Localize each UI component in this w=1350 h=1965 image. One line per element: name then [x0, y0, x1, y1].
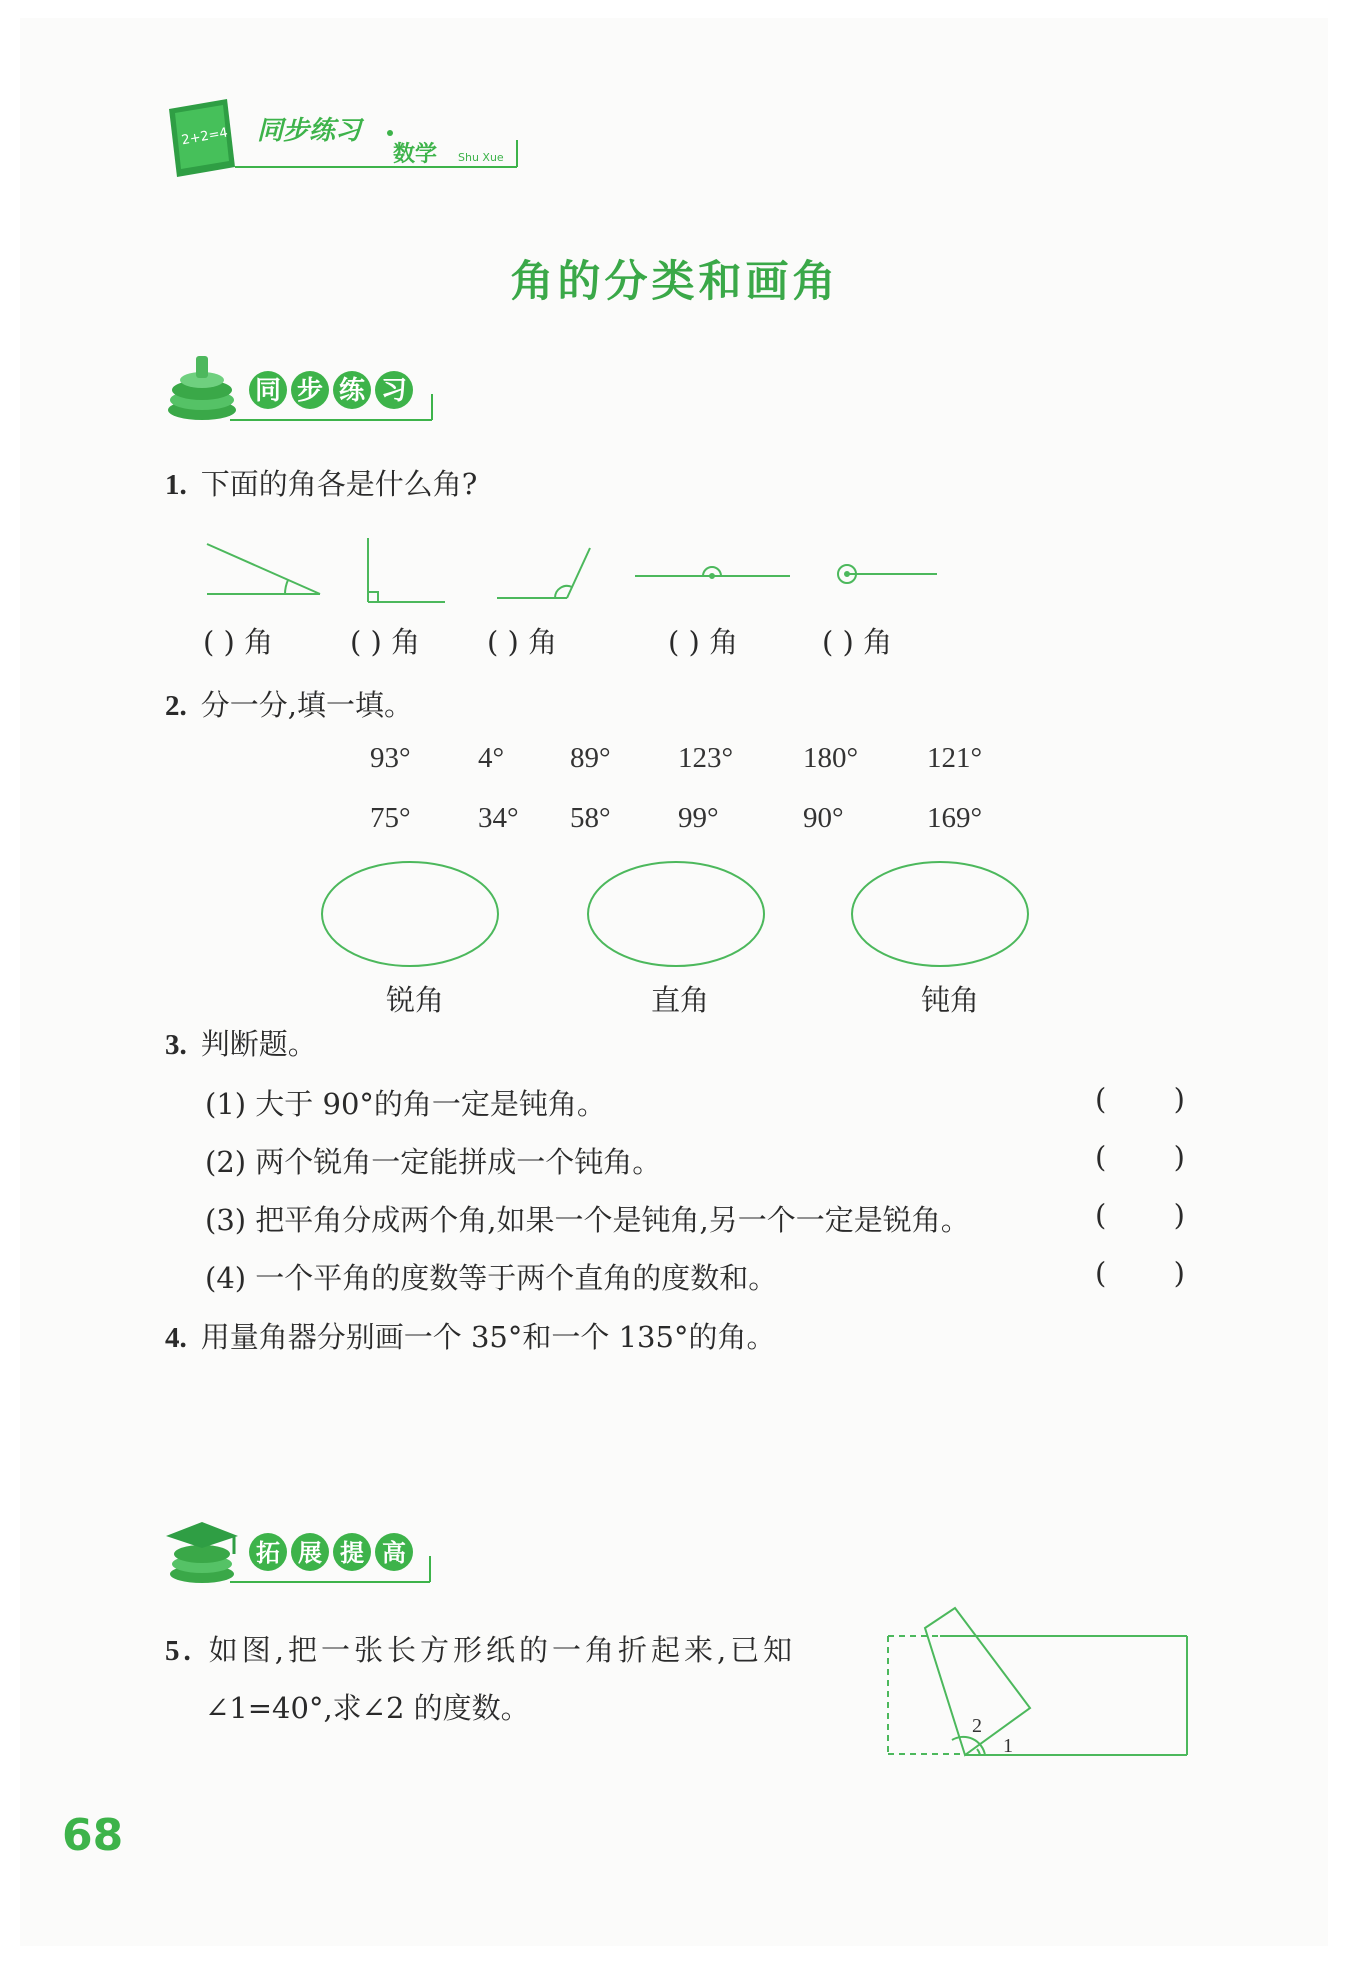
question-2 — [165, 683, 413, 724]
section1-label — [249, 371, 413, 409]
question-number: 4. — [165, 1322, 187, 1354]
straight-angle-figure — [635, 567, 790, 578]
chalkboard-icon — [169, 99, 235, 177]
svg-text:同: 同 — [254, 376, 282, 406]
svg-text:步: 步 — [296, 376, 324, 406]
svg-text:拓: 拓 — [256, 1539, 280, 1567]
question-text: 分一分,填一填。 — [200, 688, 413, 722]
right-angle-figure — [368, 538, 445, 602]
folded-paper-figure — [880, 1600, 1195, 1760]
oval-label-right: 直角 — [651, 983, 710, 1017]
svg-text:习: 习 — [380, 376, 408, 406]
series-label: 同步练习 — [257, 116, 362, 146]
degree-value: 75° — [370, 802, 411, 834]
degree-value: 34° — [478, 802, 519, 834]
angle-1-label: 1 — [1003, 1735, 1013, 1757]
oval-label-obtuse: 钝角 — [921, 983, 980, 1017]
degree-value: 180° — [803, 742, 859, 774]
answer-blank-4[interactable]: ( ) 角 — [668, 625, 739, 659]
right-oval[interactable] — [588, 862, 764, 966]
question-number: 2. — [165, 690, 187, 722]
question-text: 判断题。 — [200, 1027, 317, 1061]
question-4 — [165, 1315, 775, 1356]
judge-item-3: (3) 把平角分成两个角,如果一个是钝角,另一个一定是锐角。 — [205, 1203, 970, 1237]
answer-blank-1[interactable]: ( ) 角 — [203, 625, 274, 659]
obtuse-angle-figure — [497, 548, 590, 598]
question-text-line1: 如图,把一张长方形纸的一角折起来,已知 — [208, 1633, 797, 1667]
answer-blank-3[interactable]: ( ) 角 — [487, 625, 558, 659]
question-text: 用量角器分别画一个 35°和一个 135°的角。 — [200, 1320, 776, 1354]
question-3 — [165, 1022, 317, 1063]
degree-value: 90° — [803, 802, 844, 834]
svg-text:练: 练 — [338, 376, 366, 406]
page-number: 68 — [62, 1810, 124, 1861]
classification-ovals — [318, 858, 1038, 973]
judge-item-2: (2) 两个锐角一定能拼成一个钝角。 — [205, 1145, 662, 1179]
degree-value: 99° — [678, 802, 719, 834]
answer-blank-2[interactable]: ( ) 角 — [350, 625, 421, 659]
section-badge-extension — [158, 1512, 438, 1592]
angle-2-label: 2 — [972, 1715, 982, 1737]
svg-text:展: 展 — [298, 1539, 322, 1567]
judge-answer-3[interactable]: ( ) — [1095, 1198, 1185, 1232]
question-text: 下面的角各是什么角? — [200, 467, 478, 501]
answer-blank-5[interactable]: ( ) 角 — [822, 625, 893, 659]
angle-figures — [195, 530, 955, 610]
svg-text:2+2=4: 2+2=4 — [180, 125, 229, 149]
question-5-line2: ∠1=40°,求∠2 的度数。 — [205, 1691, 530, 1725]
degree-value: 4° — [478, 742, 505, 774]
obtuse-oval[interactable] — [852, 862, 1028, 966]
svg-text:高: 高 — [382, 1539, 406, 1567]
degree-value: 169° — [927, 802, 983, 834]
degree-value: 93° — [370, 742, 411, 774]
page-title: 角的分类和画角 — [510, 257, 840, 307]
acute-angle-figure — [207, 544, 320, 594]
pinyin-label: Shu Xue — [458, 151, 504, 164]
round-angle-figure — [838, 565, 937, 583]
section-badge-sync-practice — [160, 350, 440, 430]
judge-answer-2[interactable]: ( ) — [1095, 1140, 1185, 1174]
header-badge — [165, 95, 525, 185]
oval-label-acute: 锐角 — [386, 983, 445, 1017]
degree-value: 89° — [570, 742, 611, 774]
degree-value: 58° — [570, 802, 611, 834]
book-stack-icon — [168, 356, 236, 420]
svg-text:提: 提 — [340, 1539, 364, 1567]
acute-oval[interactable] — [322, 862, 498, 966]
question-5 — [165, 1628, 796, 1669]
question-number: 3. — [165, 1029, 187, 1061]
question-number: 5. — [165, 1635, 195, 1667]
question-1 — [165, 462, 477, 503]
graduation-cap-icon — [166, 1522, 238, 1583]
question-number: 1. — [165, 469, 187, 501]
judge-answer-1[interactable]: ( ) — [1095, 1082, 1185, 1116]
judge-answer-4[interactable]: ( ) — [1095, 1256, 1185, 1290]
degree-value: 123° — [678, 742, 734, 774]
acute-angle — [285, 580, 288, 594]
subject-label: 数学 — [393, 142, 438, 167]
judge-item-4: (4) 一个平角的度数等于两个直角的度数和。 — [205, 1261, 778, 1295]
judge-item-1: (1) 大于 90°的角一定是钝角。 — [205, 1087, 606, 1121]
section2-label — [249, 1533, 413, 1571]
degree-value: 121° — [927, 742, 983, 774]
